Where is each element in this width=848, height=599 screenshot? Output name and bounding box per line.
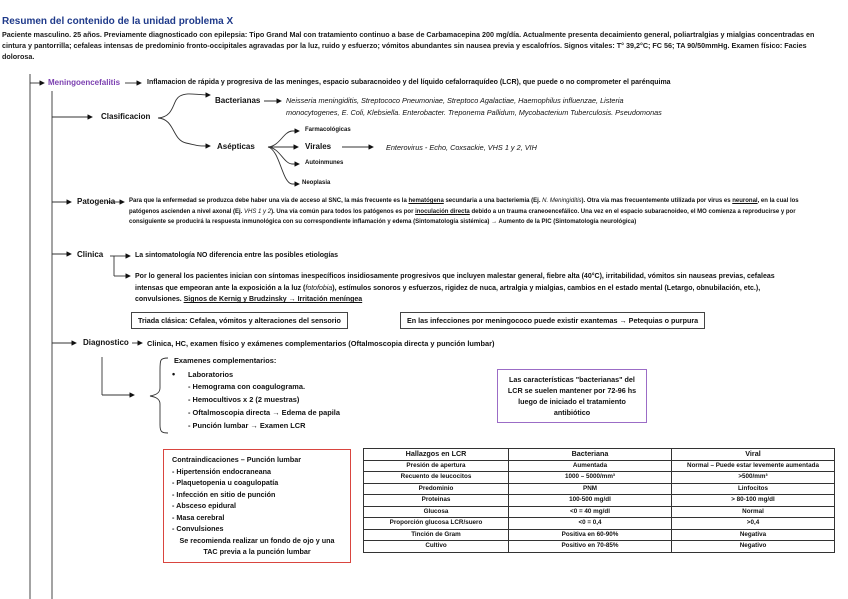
- lcr-findings-table: [363, 448, 835, 553]
- case-intro: Paciente masculino. 25 años. Previamente diagnosticado con epilepsia: Tipo Grand Mal con tratamiento continuo a base de Carbamacepina 200 mg/día. Actualmente presenta decaimiento general, poliartralgias y mialgias concentradas en cintura y pantorrilla; cefaleas intensas de predominio fronto-occipitales agravadas por la luz, ruido y esfuerzo; vómitos abundantes sin nausea previa y escalofríos. Signos vitales: T° 39,2°C; FC 56; TA 90/50mmHg. Examen físico: Facies dolorosa.: [2, 30, 815, 61]
- neoplasia-label: Neoplasia: [302, 180, 331, 186]
- lcr-bacteriana-note: Las características "bacterianas" del LCR se suelen mantener por 72-96 hs luego de iniciado el tratamiento antibiótico: [497, 369, 647, 423]
- contraindicaciones-box: [163, 449, 351, 563]
- table-cell: PNM: [509, 483, 672, 495]
- farmacologicas-label: Farmacológicas: [305, 127, 351, 133]
- table-cell: Predominio: [364, 483, 509, 495]
- table-row: [364, 495, 835, 507]
- table-cell: Tinción de Gram: [364, 529, 509, 541]
- meningoencefalitis-label: Meningoencefalitis: [48, 78, 121, 87]
- contraindicacion-item: - Infección en sitio de punción: [172, 489, 276, 499]
- clasificacion-label: Clasificacion: [101, 112, 151, 121]
- table-header-row: [364, 449, 835, 461]
- clinica-item-sintomas: Por lo general los pacientes inician con síntomas inespecíficos insidiosamente progresivos que incluyen malestar general, fiebre alta (40°C), irritabilidad, vómitos sin nauseas previas, cefaleas intensas que empeoran ante la exposición a la luz (fotofobia), estímulos sonoros y esfuerzos, rigidez de nuca, artralgia y mialgias, cambios en el estado mental (Letargo, obnubilación, etc.), convulsiones. Signos de Kernig y Brudzinsky → Irritación meníngea: [135, 273, 775, 303]
- table-cell: Negativo: [672, 541, 835, 553]
- complementario-item: - Hemocultivos x 2 (2 muestras): [188, 395, 300, 404]
- complementario-item: - Hemograma con coagulograma.: [188, 382, 306, 391]
- table-cell: <0 = 40 mg/dl: [509, 506, 672, 518]
- contraindicacion-item: - Hipertensión endocraneana: [172, 466, 272, 476]
- table-row: [364, 541, 835, 553]
- table-row: [364, 506, 835, 518]
- clinica-item-etiologias: La sintomatología NO diferencia entre las posibles etiologías: [135, 252, 339, 259]
- complementarios-title: Examenes complementarios:: [174, 356, 277, 365]
- table-cell: Proporción glucosa LCR/suero: [364, 518, 509, 530]
- table-cell: Linfocitos: [672, 483, 835, 495]
- contraindicaciones-recommendation: Se recomienda realizar un fondo de ojo y una TAC previa a la punción lumbar: [179, 535, 335, 556]
- table-row: [364, 460, 835, 472]
- meningoencefalitis-definition: Inflamacion de rápida y progresiva de las meninges, espacio subaracnoideo y del líquido cefalorraquídeo (LCR), que puede o no comprometer el parénquima: [147, 79, 671, 86]
- table-cell: > 80-100 mg/dl: [672, 495, 835, 507]
- table-cell: >0,4: [672, 518, 835, 530]
- contraindicacion-item: - Masa cerebral: [172, 512, 225, 522]
- bacterianas-label: Bacterianas: [215, 96, 261, 105]
- table-row: [364, 483, 835, 495]
- complementario-item: - Punción lumbar → Examen LCR: [188, 421, 306, 430]
- table-cell: Presión de apertura: [364, 460, 509, 472]
- bacterianas-list-line1: Neisseria meningiditis, Streptococo Pneumoniae, Streptoco Agalactiae, Haemophilus influenzae, Listeria: [286, 96, 624, 105]
- complementario-item: - Oftalmoscopia directa → Edema de papila: [188, 408, 340, 417]
- bacterianas-list-line2: monocytogenes, E. Coli, Klebsiella. Enterobacter. Treponema Pallidum, Mycobacterium Tuberculosis. Pseudomonas: [286, 108, 662, 117]
- contraindicaciones-title: Contraindicaciones – Punción lumbar: [172, 455, 301, 464]
- table-cell: Cultivo: [364, 541, 509, 553]
- asepticas-label: Asépticas: [217, 142, 255, 151]
- table-cell: Normal: [672, 506, 835, 518]
- meningococo-box: En las infecciones por meningococo puede existir exantemas → Petequias o purpura: [400, 312, 705, 329]
- table-cell: Glucosa: [364, 506, 509, 518]
- virales-label: Virales: [305, 142, 332, 151]
- table-cell: >500/mm³: [672, 472, 835, 484]
- table-cell: Proteinas: [364, 495, 509, 507]
- diagnostico-summary: Clinica, HC, examen físico y exámenes complementarios (Oftalmoscopia directa y punción lumbar): [147, 339, 495, 348]
- contraindicacion-item: - Convulsiones: [172, 524, 224, 533]
- patogenia-label: Patogenia: [77, 197, 116, 206]
- autoinmunes-label: Autoinmunes: [305, 160, 344, 166]
- table-cell: Positiva en 60-90%: [509, 529, 672, 541]
- table-row: [364, 518, 835, 530]
- page-title: Resumen del contenido de la unidad problema X: [2, 16, 234, 27]
- triada-clasica-box: Triada clásica: Cefalea, vómitos y alteraciones del sensorio: [131, 312, 348, 329]
- patogenia-text: Para que la enfermedad se produzca debe haber una vía de acceso al SNC, la más frecuente es la hematógena secundaria a una bacteriemia (Ej. N. Meningiditis). Otra vía mas frecuentemente utilizada por virus es neuronal, en la cual los patógenos ascienden a nivel axonal (Ej. VHS 1 y 2). Una vía común para todos los patógenos es por inoculación directa debido a un trauma craneoencefálico. Una vez en el espacio subaracnoideo, el MO comienza a reproducirse y por consiguiente se producirá la respuesta inmunológica con su correspondiente inflamación y edema (Sintomatología sistémica) → Aumento de la PIC (Sintomatología neurológica): [129, 198, 799, 225]
- column-header: Bacteriana: [509, 449, 672, 461]
- table-cell: Recuento de leucocitos: [364, 472, 509, 484]
- laboratorios-label: Laboratorios: [188, 370, 234, 379]
- column-header: Viral: [672, 449, 835, 461]
- clinica-label: Clinica: [77, 250, 104, 259]
- table-cell: 100-500 mg/dl: [509, 495, 672, 507]
- contraindicacion-item: - Absceso epidural: [172, 501, 237, 510]
- table-row: [364, 529, 835, 541]
- table-cell: Normal – Puede estar levemente aumentada: [672, 460, 835, 472]
- column-header: Hallazgos en LCR: [364, 449, 509, 461]
- table-cell: <0 = 0,4: [509, 518, 672, 530]
- contraindicacion-item: - Plaquetopenia u coagulopatía: [172, 478, 279, 487]
- diagnostico-label: Diagnostico: [83, 338, 129, 347]
- table-row: [364, 472, 835, 484]
- bullet-icon: •: [172, 369, 176, 379]
- table-cell: Aumentada: [509, 460, 672, 472]
- table-cell: Positivo en 70-85%: [509, 541, 672, 553]
- table-cell: 1000 – 5000/mm³: [509, 472, 672, 484]
- virales-detail: Enterovirus - Echo, Coxsackie, VHS 1 y 2, VIH: [386, 143, 537, 152]
- table-cell: Negativa: [672, 529, 835, 541]
